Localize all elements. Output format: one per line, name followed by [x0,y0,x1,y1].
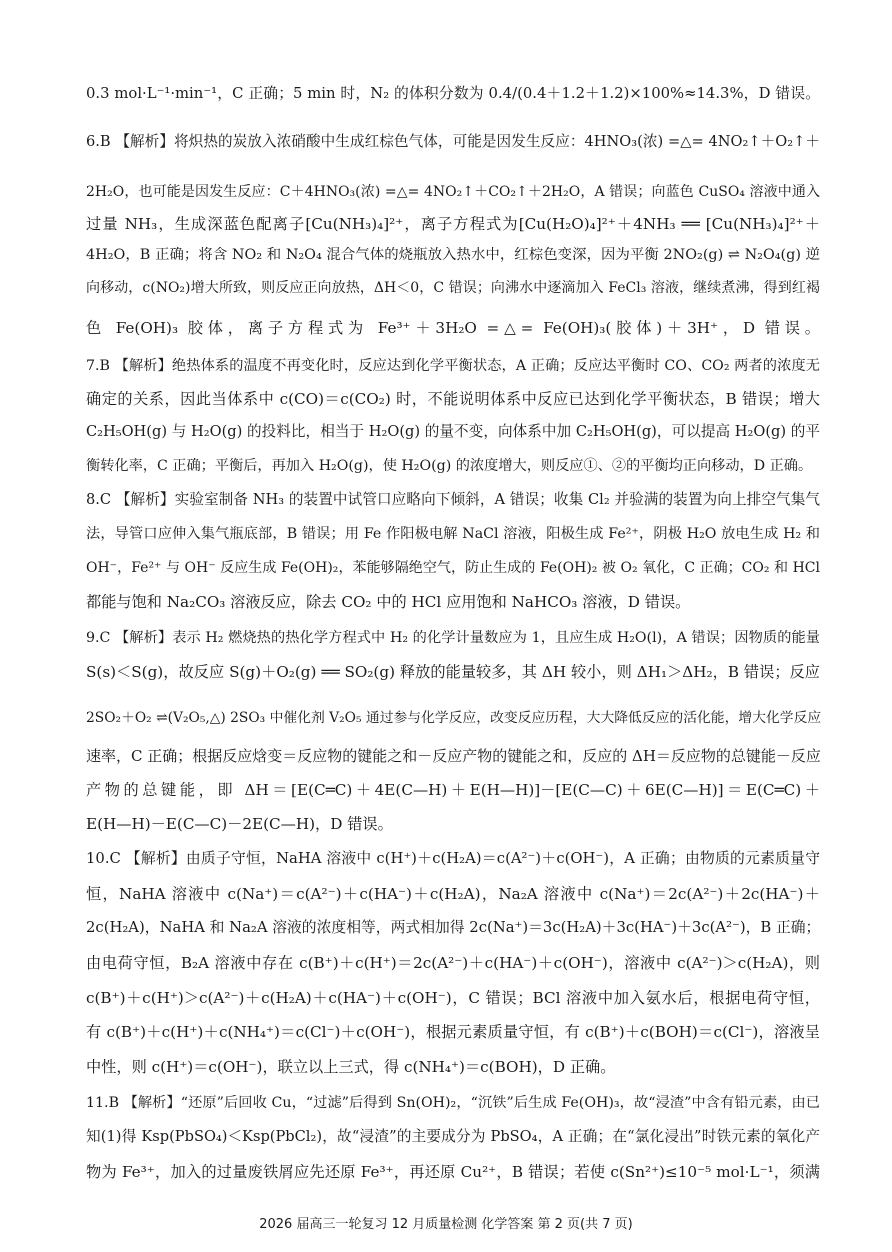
text-line: C₂H₅OH(g) 与 H₂O(g) 的投料比，相当于 H₂O(g) 的量不变，向体系中加 C₂H₅OH(g)，可以提高 H₂O(g) 的平 [86,423,820,440]
text-line: 色 Fe(OH)₃ 胶体，离子方程式为 Fe³⁺＋3H₂O =△= Fe(OH)₃(胶体)＋3H⁺，D 错误。 [86,319,820,337]
text-line: 产物的总键能，即 ΔH＝[E(C═C)＋4E(C—H)＋E(H—H)]－[E(C—C)＋6E(C—H)]＝E(C═C)＋ [86,781,820,799]
text-line: 2SO₂＋O₂ ⇌(V₂O₅,△) 2SO₃ 中催化剂 V₂O₅ 通过参与化学反应，改变反应历程，大大降低反应的活化能，增大化学反应 [86,710,822,726]
text-line: 恒，NaHA 溶液中 c(Na⁺)＝c(A²⁻)＋c(HA⁻)＋c(H₂A)，Na₂A 溶液中 c(Na⁺)＝2c(A²⁻)＋2c(HA⁻)＋ [86,885,820,903]
text-line: 都能与饱和 Na₂CO₃ 溶液反应，除去 CO₂ 中的 HCl 应用饱和 NaHCO₃ 溶液，D 错误。 [86,593,691,611]
text-line: c(B⁺)＋c(H⁺)＞c(A²⁻)＋c(H₂A)＋c(HA⁻)＋c(OH⁻)，C 错误；BCl 溶液中加入氨水后，根据电荷守恒， [86,989,820,1007]
text-line: 2H₂O，也可能是因发生反应：C＋4HNO₃(浓) =△= 4NO₂↑＋CO₂↑＋2H₂O，A 错误；向蓝色 CuSO₄ 溶液中通入 [86,184,820,200]
page-footer: 2026 届高三一轮复习 12 月质量检测 化学答案 第 2 页(共 7 页) [259,1217,633,1232]
text-line-q7: 7.B 【解析】绝热体系的温度不再变化时，反应达到化学平衡状态，A 正确；反应达平衡时 CO、CO₂ 两者的浓度无 [86,358,820,374]
text-line: OH⁻，Fe²⁺ 与 OH⁻ 反应生成 Fe(OH)₂，苯能够隔绝空气，防止生成的 Fe(OH)₂ 被 O₂ 氧化，C 正确；CO₂ 和 HCl [86,560,820,576]
text-line: 速率，C 正确；根据反应焓变＝反应物的键能之和－反应产物的键能之和，反应的 ΔH＝反应物的总键能－反应 [86,747,821,765]
text-line-q11: 11.B 【解析】“还原”后回收 Cu，“过滤”后得到 Sn(OH)₂，“沉铁”后生成 Fe(OH)₃，故“浸渣”中含有铅元素，由已 [86,1095,820,1111]
text-line: 物为 Fe³⁺，加入的过量废铁屑应先还原 Fe³⁺，再还原 Cu²⁺，B 错误；若使 c(Sn²⁺)≤10⁻⁵ mol·L⁻¹，须满 [86,1163,820,1181]
text-line: 由电荷守恒，B₂A 溶液中存在 c(B⁺)＋c(H⁺)＝2c(A²⁻)＋c(HA⁻)＋c(OH⁻)，溶液中 c(A²⁻)＞c(H₂A)，则 [86,954,820,972]
text-line: 过量 NH₃，生成深蓝色配离子[Cu(NH₃)₄]²⁺，离子方程式为[Cu(H₂O)₄]²⁺＋4NH₃ ══ [Cu(NH₃)₄]²⁺＋ [86,215,820,233]
text-line: 有 c(B⁺)＋c(H⁺)＋c(NH₄⁺)＝c(Cl⁻)＋c(OH⁻)，根据元素质量守恒，有 c(B⁺)＋c(BOH)＝c(Cl⁻)，溶液呈 [86,1023,820,1041]
text-line: E(H—H)－E(C—C)－2E(C—H)，D 错误。 [86,815,393,833]
text-line: 中性，则 c(H⁺)＝c(OH⁻)，联立以上三式，得 c(NH₄⁺)＝c(BOH)，D 正确。 [86,1058,616,1076]
text-line-q6: 6.B 【解析】将炽热的炭放入浓硝酸中生成红棕色气体，可能是因发生反应：4HNO₃(浓) =△= 4NO₂↑＋O₂↑＋ [86,133,820,150]
text-line: 向移动，c(NO₂)增大所致，则反应正向放热，ΔH＜0，C 错误；向沸水中逐滴加入 FeCl₃ 溶液，继续煮沸，得到红褐 [86,280,820,296]
text-line: 确定的关系，因此当体系中 c(CO)＝c(CO₂) 时，不能说明体系中反应已达到化学平衡状态，B 错误；增大 [86,390,820,408]
text-line: 衡转化率，C 正确；平衡后，再加入 H₂O(g)，使 H₂O(g) 的浓度增大，则反应①、②的平衡均正向移动，D 正确。 [86,458,813,474]
text-line: 4H₂O，B 正确；将含 NO₂ 和 N₂O₄ 混合气体的烧瓶放入热水中，红棕色变深，因为平衡 2NO₂(g) ⇌ N₂O₄(g) 逆 [86,247,820,263]
text-line: 法，导管口应伸入集气瓶底部，B 错误；用 Fe 作阳极电解 NaCl 溶液，阳极生成 Fe²⁺，阴极 H₂O 放电生成 H₂ 和 [86,526,820,542]
text-line-q8: 8.C 【解析】实验室制备 NH₃ 的装置中试管口应略向下倾斜，A 错误；收集 Cl₂ 并验满的装置为向上排空气集气 [86,491,820,508]
text-line-q9: 9.C 【解析】表示 H₂ 燃烧热的热化学方程式中 H₂ 的化学计量数应为 1，且应生成 H₂O(l)，A 错误；因物质的能量 [86,630,820,646]
text-line-q10: 10.C 【解析】由质子守恒，NaHA 溶液中 c(H⁺)＋c(H₂A)＝c(A²⁻)＋c(OH⁻)，A 正确；由物质的元素质量守 [86,850,820,867]
text-line: S(s)＜S(g)，故反应 S(g)＋O₂(g) ══ SO₂(g) 释放的能量较多，其 ΔH 较小，则 ΔH₁＞ΔH₂，B 错误；反应 [86,663,820,681]
text-line: 知(1)得 Ksp(PbSO₄)＜Ksp(PbCl₂)，故“浸渣”的主要成分为 PbSO₄，A 正确；在“氯化浸出”时铁元素的氧化产 [86,1128,820,1145]
text-line: 2c(H₂A)，NaHA 和 Na₂A 溶液的浓度相等，两式相加得 2c(Na⁺)＝3c(H₂A)＋3c(HA⁻)＋3c(A²⁻)，B 正确； [86,919,821,936]
text-line: 0.3 mol·L⁻¹·min⁻¹，C 正确；5 min 时，N₂ 的体积分数为 0.4/(0.4＋1.2＋1.2)×100%≈14.3%，D 错误。 [86,85,820,102]
